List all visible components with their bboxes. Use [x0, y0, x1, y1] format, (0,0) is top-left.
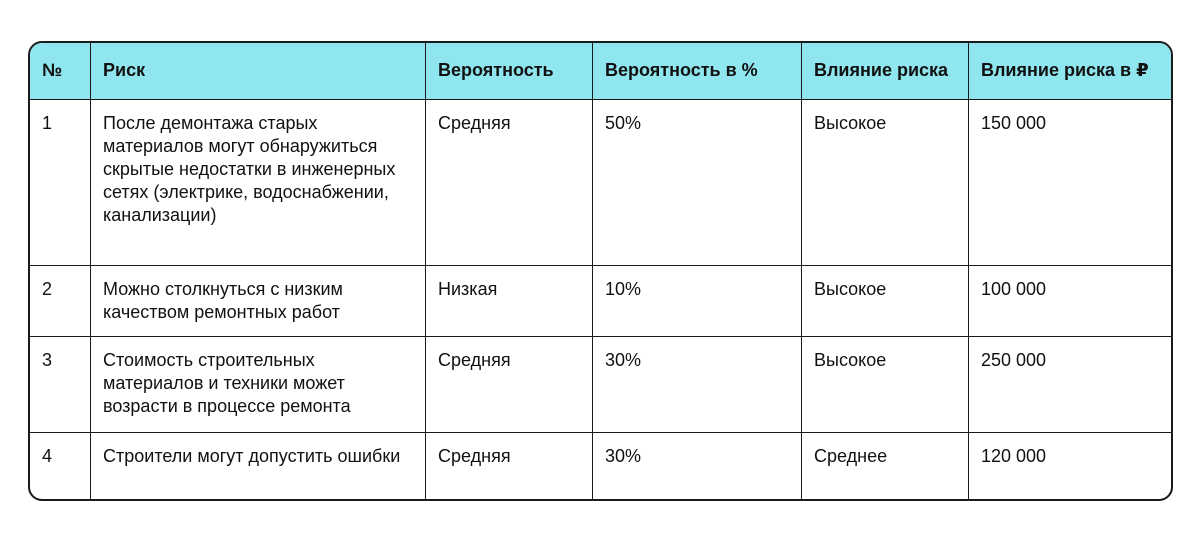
header-probability-percent: Вероятность в % — [593, 43, 802, 99]
cell-probability-percent: 30% — [593, 432, 802, 501]
header-number: № — [30, 43, 91, 99]
cell-probability: Средняя — [426, 99, 593, 265]
header-risk: Риск — [91, 43, 426, 99]
table-row — [30, 336, 1171, 432]
cell-impact: Высокое — [802, 265, 969, 336]
cell-risk: После демонтажа старых материалов могут обнаружиться скрытые недостатки в инженерных сетях (электрике, водоснабжении, канализации) — [91, 99, 426, 265]
cell-number: 3 — [30, 336, 91, 432]
risk-table-container — [28, 41, 1173, 501]
table-row — [30, 432, 1171, 501]
table-header-row — [30, 43, 1171, 99]
cell-probability-percent: 50% — [593, 99, 802, 265]
cell-number: 1 — [30, 99, 91, 265]
cell-impact: Высокое — [802, 336, 969, 432]
header-probability: Вероятность — [426, 43, 593, 99]
table-row — [30, 265, 1171, 336]
cell-probability-percent: 30% — [593, 336, 802, 432]
header-impact-rub: Влияние риска в ₽ — [969, 43, 1172, 99]
cell-impact: Высокое — [802, 99, 969, 265]
cell-probability: Низкая — [426, 265, 593, 336]
cell-number: 4 — [30, 432, 91, 501]
cell-number: 2 — [30, 265, 91, 336]
cell-risk: Строители могут допустить ошибки — [91, 432, 426, 501]
header-impact: Влияние риска — [802, 43, 969, 99]
risk-table — [30, 43, 1171, 501]
cell-probability: Средняя — [426, 432, 593, 501]
cell-probability: Средняя — [426, 336, 593, 432]
cell-impact: Среднее — [802, 432, 969, 501]
cell-impact-rub: 250 000 — [969, 336, 1172, 432]
cell-risk: Стоимость строительных материалов и техники может возрасти в процессе ремонта — [91, 336, 426, 432]
table-row — [30, 99, 1171, 265]
cell-impact-rub: 100 000 — [969, 265, 1172, 336]
cell-probability-percent: 10% — [593, 265, 802, 336]
cell-impact-rub: 120 000 — [981, 445, 1047, 466]
cell-risk: Можно столкнуться с низким качеством ремонтных работ — [91, 265, 426, 336]
cell-impact-rub: 150 000 — [969, 99, 1172, 265]
